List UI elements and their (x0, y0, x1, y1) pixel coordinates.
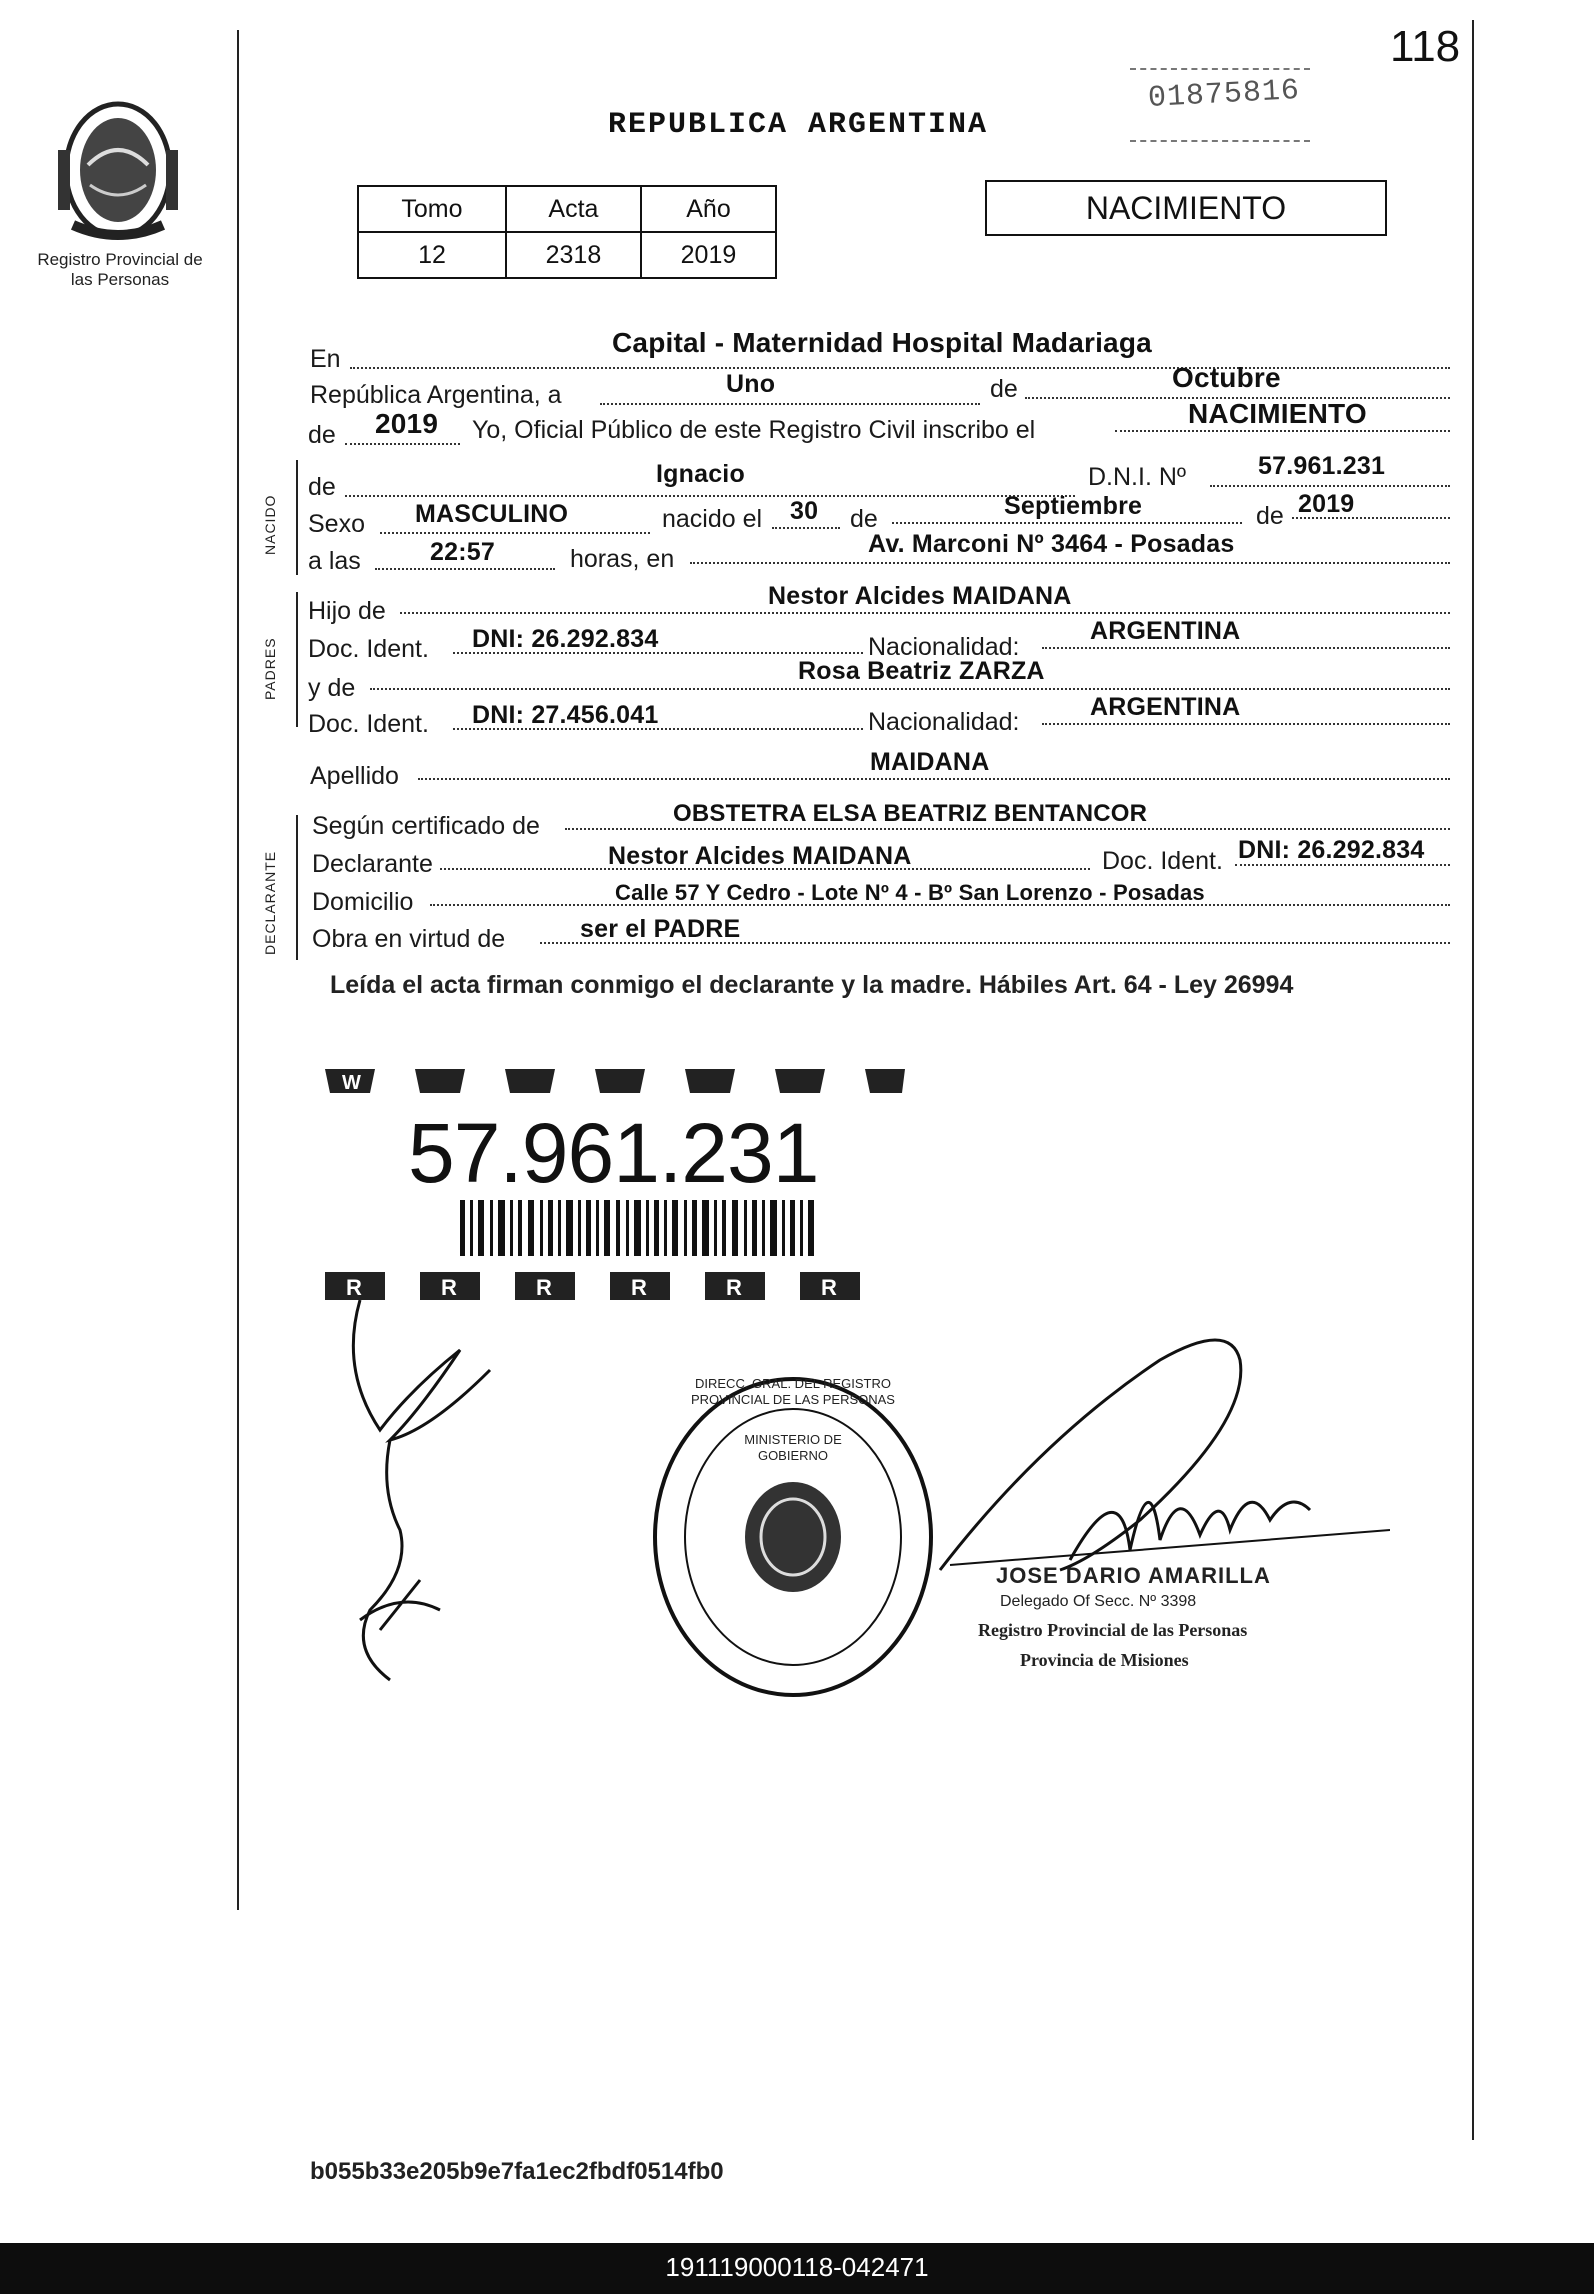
de-label-1: de (990, 375, 1018, 403)
domicilio-value: Calle 57 Y Cedro - Lote Nº 4 - Bº San Lorenzo - Posadas (615, 880, 1205, 905)
mother-nac-line (1042, 723, 1450, 725)
sticker-barcode (460, 1200, 820, 1256)
birth-year: 2019 (1298, 490, 1355, 518)
child-sex: MASCULINO (415, 500, 569, 528)
signatory-name: JOSE DARIO AMARILLA (996, 1563, 1271, 1588)
nacido-el-label: nacido el (662, 505, 763, 533)
official-signature (920, 1320, 1390, 1600)
act-name-line (1115, 430, 1450, 432)
sticker-number: 57.961.231 (408, 1106, 819, 1200)
birth-address: Av. Marconi Nº 3464 - Posadas (868, 530, 1235, 558)
birth-time: 22:57 (430, 538, 495, 566)
child-dni: 57.961.231 (1258, 452, 1386, 480)
svg-text:R: R (346, 1275, 362, 1300)
cert-label: Según certificado de (312, 812, 540, 840)
horas-label: horas, en (570, 545, 675, 573)
svg-text:R: R (726, 1275, 742, 1300)
dni-line (1210, 485, 1450, 487)
place-value: Capital - Maternidad Hospital Madariaga (612, 327, 1152, 358)
en-label: En (310, 345, 341, 373)
signatory-registry: Registro Provincial de las Personas (978, 1620, 1248, 1640)
nacido-de-label: de (308, 473, 336, 501)
birth-day-line (772, 527, 840, 529)
declarante-label: Declarante (312, 850, 433, 878)
time-line (375, 568, 555, 570)
mother-doc-label: Doc. Ident. (308, 710, 429, 738)
signatory-province: Provincia de Misiones (1020, 1650, 1189, 1670)
svg-text:W: W (342, 1072, 361, 1094)
anio-value: 2019 (641, 232, 776, 278)
cert-line (565, 828, 1450, 830)
serial-number: 01875816 (1147, 74, 1301, 116)
month-value: Octubre (1172, 362, 1281, 393)
acta-header: Acta (506, 186, 641, 232)
father-name-line (400, 612, 1450, 614)
republica-label: República Argentina, a (310, 381, 562, 409)
declarant-value: Nestor Alcides MAIDANA (608, 842, 912, 870)
name-line (345, 495, 1075, 497)
nacido-bracket (296, 460, 298, 575)
act-type-box: NACIMIENTO (985, 180, 1387, 236)
mother-nac-label: Nacionalidad: (868, 708, 1020, 736)
apellido-value: MAIDANA (870, 748, 990, 776)
y-de-label: y de (308, 674, 356, 702)
svg-text:R: R (441, 1275, 457, 1300)
day-line (600, 403, 980, 405)
sticker-top-pattern (320, 1065, 910, 1097)
de-label-2: de (308, 421, 336, 449)
place-line (350, 367, 1450, 369)
mother-nationality: ARGENTINA (1090, 693, 1241, 721)
registry-round-seal (648, 1372, 938, 1702)
tomo-value: 12 (358, 232, 506, 278)
obra-value: ser el PADRE (580, 915, 741, 943)
day-value: Uno (726, 370, 776, 398)
country-title: REPUBLICA ARGENTINA (608, 108, 989, 142)
declarant-signature (320, 1290, 540, 1690)
father-name: Nestor Alcides MAIDANA (768, 582, 1072, 610)
svg-text:R: R (821, 1275, 837, 1300)
province-seal-logo (48, 95, 188, 245)
closing-text: Leída el acta firman conmigo el declarante y la madre. Hábiles Art. 64 - Ley 26994 (330, 971, 1294, 999)
birth-address-line (690, 562, 1450, 564)
declarante-side-label: DECLARANTE (262, 850, 278, 955)
right-margin-line (1472, 20, 1474, 2140)
apellido-line (418, 778, 1450, 780)
birth-month-line (892, 522, 1242, 524)
dni-label: D.N.I. Nº (1088, 463, 1187, 491)
tomo-header: Tomo (358, 186, 506, 232)
padres-side-label: PADRES (262, 637, 278, 700)
registry-label: Registro Provincial de las Personas (37, 250, 203, 289)
sexo-label: Sexo (308, 510, 365, 538)
declarante-bracket (296, 815, 298, 960)
padres-bracket (296, 592, 298, 727)
de-label-3: de (850, 505, 878, 533)
father-nac-label: Nacionalidad: (868, 633, 1020, 661)
svg-text:R: R (631, 1275, 647, 1300)
seal-outer-text: DIRECC. GRAL. DEL REGISTRO PROVINCIAL DE LAS PERSONAS (691, 1376, 895, 1407)
child-name: Ignacio (656, 460, 745, 488)
father-nac-line (1042, 647, 1450, 649)
certificate-value: OBSTETRA ELSA BEATRIZ BENTANCOR (673, 800, 1148, 827)
svg-text:R: R (536, 1275, 552, 1300)
mother-name: Rosa Beatriz ZARZA (798, 657, 1045, 685)
obra-label: Obra en virtud de (312, 925, 506, 953)
year-value: 2019 (375, 408, 439, 439)
anio-header: Año (641, 186, 776, 232)
seal-inner-text: MINISTERIO DE GOBIERNO (744, 1432, 842, 1463)
acta-value: 2318 (506, 232, 641, 278)
apellido-label: Apellido (310, 762, 399, 790)
birth-month: Septiembre (1004, 492, 1143, 520)
mother-doc: DNI: 27.456.041 (472, 701, 659, 729)
serial-stamp-border (1130, 68, 1310, 142)
act-name-value: NACIMIENTO (1188, 398, 1367, 429)
footer-code: 191119000118-042471 (665, 2252, 929, 2282)
volume-box (357, 185, 777, 279)
a-las-label: a las (308, 547, 361, 575)
id-sticker (320, 1065, 910, 1310)
father-doc: DNI: 26.292.834 (472, 625, 659, 653)
document-hash: b055b33e205b9e7fa1ec2fbdf0514fb0 (310, 2158, 724, 2185)
father-nationality: ARGENTINA (1090, 617, 1241, 645)
mother-name-line (370, 688, 1450, 690)
nacido-side-label: NACIDO (262, 494, 278, 555)
left-margin-line (237, 30, 239, 1910)
page-number: 118 (1390, 22, 1461, 71)
decl-doc-value: DNI: 26.292.834 (1238, 836, 1425, 864)
inscribo-label: Yo, Oficial Público de este Registro Civil inscribo el (472, 416, 1036, 444)
domicilio-label: Domicilio (312, 888, 414, 916)
decl-doc-label: Doc. Ident. (1102, 847, 1223, 875)
hijo-de-label: Hijo de (308, 597, 386, 625)
signatory-role: Delegado Of Secc. Nº 3398 (1000, 1593, 1197, 1610)
birth-day: 30 (790, 497, 819, 525)
year-line (345, 443, 460, 445)
de-label-4: de (1256, 502, 1284, 530)
sex-line (380, 532, 650, 534)
father-doc-label: Doc. Ident. (308, 635, 429, 663)
